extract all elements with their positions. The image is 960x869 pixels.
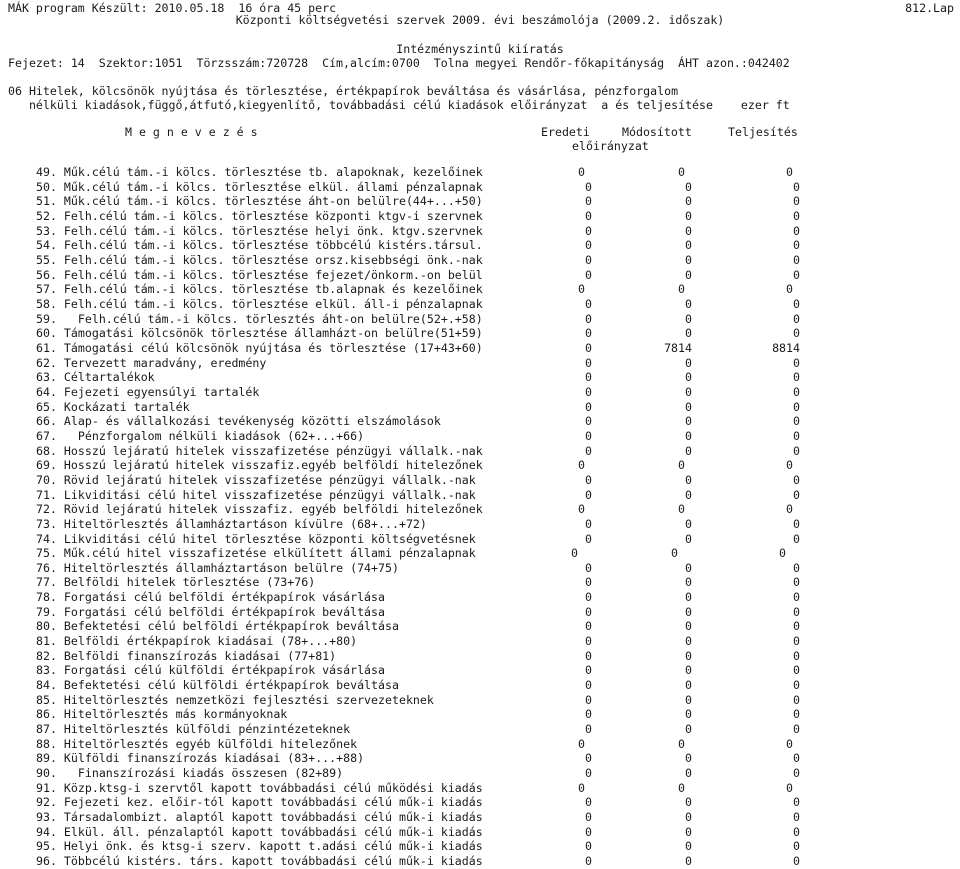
value-modified: 0 <box>685 428 692 443</box>
value-modified: 0 <box>685 414 692 429</box>
row-label: 57. Felh.célú tám.-i kölcs. törlesztése tb.alapnak és kezelőinek <box>36 282 483 297</box>
value-actual: 0 <box>793 707 800 722</box>
row-label: 64. Fejezeti egyensúlyi tartalék <box>36 384 260 399</box>
table-row <box>0 634 960 649</box>
value-original: 0 <box>585 854 592 869</box>
value-original: 0 <box>585 267 592 282</box>
table-row <box>0 707 960 722</box>
institution-info: Fejezet: 14 Szektor:1051 Törzsszám:720728 Cím,alcím:0700 Tolna megyei Rendőr-főkapitányság ÁHT azon.:042402 <box>8 56 790 70</box>
value-original: 0 <box>585 751 592 766</box>
value-actual: 0 <box>793 575 800 590</box>
table-row <box>0 165 960 180</box>
value-actual: 0 <box>793 179 800 194</box>
table-row <box>0 795 960 810</box>
table-row <box>0 458 960 473</box>
row-label: 91. Közp.ktsg-i szervtől kapott továbbadási célú működési kiadás <box>36 780 483 795</box>
value-actual: 0 <box>793 795 800 810</box>
value-original: 0 <box>585 355 592 370</box>
value-original: 0 <box>585 590 592 605</box>
table-row <box>0 546 960 561</box>
table-row <box>0 751 960 766</box>
table-row <box>0 209 960 224</box>
value-original: 0 <box>585 472 592 487</box>
row-label: 65. Kockázati tartalék <box>36 399 190 414</box>
value-actual: 0 <box>793 443 800 458</box>
value-actual: 0 <box>793 428 800 443</box>
value-modified: 0 <box>685 326 692 341</box>
value-original: 0 <box>585 296 592 311</box>
value-actual: 0 <box>786 458 793 473</box>
value-actual: 0 <box>793 194 800 209</box>
value-original: 0 <box>585 678 592 693</box>
table-row <box>0 385 960 400</box>
value-original: 0 <box>578 282 585 297</box>
value-original: 0 <box>585 252 592 267</box>
column-header-original-line2: előirányzat <box>572 139 649 153</box>
row-label: 89. Külföldi finanszírozás kiadásai (83+...+88) <box>36 751 365 766</box>
row-label: 73. Hiteltörlesztés államháztartáson kívülre (68+...+72) <box>36 516 427 531</box>
value-original: 0 <box>585 238 592 253</box>
table-row <box>0 473 960 488</box>
value-modified: 0 <box>678 282 685 297</box>
value-original: 0 <box>585 619 592 634</box>
value-original: 0 <box>585 707 592 722</box>
table-row <box>0 839 960 854</box>
row-label: 58. Felh.célú tám.-i kölcs. törlesztése elkül. áll-i pénzalapnak <box>36 296 483 311</box>
table-row <box>0 517 960 532</box>
row-label: 88. Hiteltörlesztés egyéb külföldi hitelezőnek <box>36 736 358 751</box>
table-row <box>0 194 960 209</box>
value-modified: 7814 <box>664 340 692 355</box>
value-original: 0 <box>585 634 592 649</box>
value-actual: 0 <box>793 854 800 869</box>
value-modified: 0 <box>685 634 692 649</box>
value-modified: 0 <box>678 502 685 517</box>
value-modified: 0 <box>671 546 678 561</box>
row-label: 75. Műk.célú hitel visszafizetése elkülített állami pénzalapnak <box>36 546 476 561</box>
value-actual: 0 <box>793 208 800 223</box>
value-actual: 0 <box>793 678 800 693</box>
row-label: 56. Felh.célú tám.-i kölcs. törlesztése fejezet/önkorm.-on belül <box>36 267 483 282</box>
value-original: 0 <box>585 692 592 707</box>
table-row <box>0 810 960 825</box>
row-label: 84. Befektetési célú külföldi értékpapírok beváltása <box>36 678 399 693</box>
table-row <box>0 488 960 503</box>
table-row <box>0 590 960 605</box>
value-modified: 0 <box>685 384 692 399</box>
row-label: 74. Likviditási célú hitel törlesztése központi költségvetésnek <box>36 531 476 546</box>
table-row <box>0 532 960 547</box>
value-modified: 0 <box>678 780 685 795</box>
value-actual: 0 <box>786 282 793 297</box>
table-row <box>0 444 960 459</box>
value-modified: 0 <box>685 766 692 781</box>
value-actual: 0 <box>793 766 800 781</box>
value-original: 0 <box>585 208 592 223</box>
value-original: 0 <box>585 223 592 238</box>
value-actual: 0 <box>793 311 800 326</box>
value-actual: 0 <box>793 604 800 619</box>
row-label: 82. Belföldi finanszírozás kiadásai (77+81) <box>36 648 337 663</box>
value-actual: 0 <box>786 736 793 751</box>
table-row <box>0 678 960 693</box>
value-actual: 0 <box>793 824 800 839</box>
value-modified: 0 <box>685 824 692 839</box>
table-row <box>0 605 960 620</box>
value-modified: 0 <box>685 854 692 869</box>
value-modified: 0 <box>685 575 692 590</box>
value-original: 0 <box>585 663 592 678</box>
value-actual: 0 <box>793 296 800 311</box>
table-row <box>0 429 960 444</box>
value-original: 0 <box>585 722 592 737</box>
value-modified: 0 <box>685 311 692 326</box>
value-original: 0 <box>585 428 592 443</box>
value-original: 0 <box>585 487 592 502</box>
value-modified: 0 <box>685 443 692 458</box>
row-label: 62. Tervezett maradvány, eredmény <box>36 355 267 370</box>
table-row <box>0 781 960 796</box>
table-row <box>0 253 960 268</box>
value-actual: 0 <box>793 370 800 385</box>
value-modified: 0 <box>685 223 692 238</box>
value-modified: 0 <box>678 165 685 179</box>
value-original: 0 <box>578 458 585 473</box>
value-original: 0 <box>585 179 592 194</box>
value-actual: 0 <box>793 267 800 282</box>
value-modified: 0 <box>685 795 692 810</box>
row-label: 63. Céltartalékok <box>36 370 155 385</box>
value-original: 0 <box>585 414 592 429</box>
value-original: 0 <box>585 340 592 355</box>
value-actual: 0 <box>793 751 800 766</box>
value-modified: 0 <box>685 472 692 487</box>
table-row <box>0 502 960 517</box>
value-original: 0 <box>585 648 592 663</box>
value-actual: 0 <box>793 648 800 663</box>
table-row <box>0 663 960 678</box>
value-actual: 0 <box>793 384 800 399</box>
value-modified: 0 <box>685 663 692 678</box>
row-label: 92. Fejezeti kez. előir-tól kapott továbbadási célú műk-i kiadás <box>36 795 483 810</box>
value-actual: 0 <box>793 326 800 341</box>
row-label: 87. Hiteltörlesztés külföldi pénzintézeteknek <box>36 722 351 737</box>
value-original: 0 <box>578 780 585 795</box>
value-original: 0 <box>585 839 592 854</box>
table-row <box>0 722 960 737</box>
value-actual: 0 <box>793 223 800 238</box>
value-modified: 0 <box>685 590 692 605</box>
row-label: 53. Felh.célú tám.-i kölcs. törlesztése helyi önk. ktgv.szervnek <box>36 223 483 238</box>
row-label: 60. Támogatási kölcsönök törlesztése államházt-on belülre(51+59) <box>36 326 483 341</box>
value-modified: 0 <box>685 604 692 619</box>
value-modified: 0 <box>685 722 692 737</box>
value-actual: 0 <box>793 516 800 531</box>
row-label: 79. Forgatási célú belföldi értékpapírok beváltása <box>36 604 386 619</box>
report-subtitle: Intézményszintű kiíratás <box>396 42 564 56</box>
row-label: 72. Rövid lejáratú hitelek visszafiz. egyéb belföldi hitelezőnek <box>36 502 483 517</box>
value-modified: 0 <box>685 839 692 854</box>
value-actual: 0 <box>786 165 793 179</box>
table-row <box>0 766 960 781</box>
row-label: 80. Befektetési célú belföldi értékpapírok beváltása <box>36 619 399 634</box>
value-original: 0 <box>585 824 592 839</box>
value-modified: 0 <box>685 619 692 634</box>
value-original: 0 <box>585 370 592 385</box>
value-actual: 0 <box>793 238 800 253</box>
value-modified: 0 <box>678 736 685 751</box>
value-actual: 0 <box>793 839 800 854</box>
row-label: 96. Többcélú kistérs. társ. kapott továbbadási célú műk-i kiadás <box>36 854 483 869</box>
value-modified: 0 <box>685 810 692 825</box>
column-header-name: M e g n e v e z é s <box>125 125 258 139</box>
row-label: 95. Helyi önk. és ktsg-i szerv. kapott t.adási célú műk-i kiadás <box>36 839 483 854</box>
value-actual: 0 <box>793 560 800 575</box>
value-modified: 0 <box>685 516 692 531</box>
row-label: 86. Hiteltörlesztés más kormányoknak <box>36 707 288 722</box>
page-number: 812.Lap <box>905 1 954 15</box>
value-actual: 0 <box>793 810 800 825</box>
value-modified: 0 <box>685 399 692 414</box>
value-modified: 0 <box>685 751 692 766</box>
row-label: 81. Belföldi értékpapírok kiadásai (78+...+80) <box>36 634 358 649</box>
row-label: 68. Hosszú lejáratú hitelek visszafizetése pénzügyi vállalk.-nak <box>36 443 483 458</box>
value-modified: 0 <box>685 648 692 663</box>
column-header-modified: Módosított <box>622 125 692 139</box>
row-label: 93. Társadalombizt. alaptól kapott továbbadási célú műk-i kiadás <box>36 810 483 825</box>
value-modified: 0 <box>685 692 692 707</box>
value-original: 0 <box>585 443 592 458</box>
value-modified: 0 <box>685 560 692 575</box>
table-row <box>0 561 960 576</box>
column-header-actual: Teljesítés <box>728 125 798 139</box>
value-modified: 0 <box>685 208 692 223</box>
value-actual: 0 <box>786 780 793 795</box>
value-original: 0 <box>578 502 585 517</box>
table-row <box>0 825 960 840</box>
value-original: 0 <box>571 546 578 561</box>
value-original: 0 <box>585 604 592 619</box>
value-actual: 0 <box>793 590 800 605</box>
value-modified: 0 <box>685 707 692 722</box>
value-actual: 0 <box>793 634 800 649</box>
value-actual: 0 <box>779 546 786 561</box>
table-row <box>0 619 960 634</box>
row-label: 51. Műk.célú tám.-i kölcs. törlesztése áht-on belülre(44+...+50) <box>36 194 483 209</box>
row-label: 55. Felh.célú tám.-i kölcs. törlesztése orsz.kisebbségi önk.-nak <box>36 252 483 267</box>
value-actual: 0 <box>793 399 800 414</box>
value-actual: 0 <box>786 502 793 517</box>
table-row <box>0 297 960 312</box>
value-actual: 0 <box>793 663 800 678</box>
section-title-line2: nélküli kiadások,függő,átfutó,kiegyenlítő, továbbadási célú kiadások előirányzat a és teljesítése ezer ft <box>8 98 790 112</box>
value-original: 0 <box>585 531 592 546</box>
row-label: 70. Rövid lejáratú hitelek visszafizetése pénzügyi vállalk.-nak <box>36 472 476 487</box>
value-actual: 0 <box>793 472 800 487</box>
table-row <box>0 312 960 327</box>
row-label: 85. Hiteltörlesztés nemzetközi fejlesztési szervezeteknek <box>36 692 434 707</box>
row-label: 67. Pénzforgalom nélküli kiadások (62+...+66) <box>36 428 365 443</box>
table-row <box>0 400 960 415</box>
table-row <box>0 693 960 708</box>
row-label: 49. Műk.célú tám.-i kölcs. törlesztése tb. alapoknak, kezelőinek <box>36 165 483 179</box>
row-label: 54. Felh.célú tám.-i kölcs. törlesztése többcélú kistérs.társul. <box>36 238 483 253</box>
value-actual: 0 <box>793 619 800 634</box>
table-row <box>0 414 960 429</box>
row-label: 59. Felh.célú tám.-i kölcs. törlesztés áht-on belülre(52+.+58) <box>36 311 483 326</box>
table-row <box>0 341 960 356</box>
row-label: 83. Forgatási célú külföldi értékpapírok vásárlása <box>36 663 386 678</box>
row-label: 66. Alap- és vállalkozási tevékenység közötti elszámolások <box>36 414 441 429</box>
value-modified: 0 <box>685 194 692 209</box>
value-original: 0 <box>585 766 592 781</box>
value-original: 0 <box>585 575 592 590</box>
row-label: 69. Hosszú lejáratú hitelek visszafiz.egyéb belföldi hitelezőnek <box>36 458 483 473</box>
table-row <box>0 356 960 371</box>
value-modified: 0 <box>685 531 692 546</box>
section-title-line1: 06 Hitelek, kölcsönök nyújtása és törlesztése, értékpapírok beváltása és vásárlása, pénzforgalom <box>8 84 679 98</box>
row-label: 90. Finanszírozási kiadás összesen (82+89) <box>36 766 344 781</box>
value-modified: 0 <box>685 267 692 282</box>
row-label: 71. Likviditási célú hitel visszafizetése pénzügyi vállalk.-nak <box>36 487 476 502</box>
value-modified: 0 <box>685 252 692 267</box>
value-original: 0 <box>585 516 592 531</box>
row-label: 78. Forgatási célú belföldi értékpapírok vásárlása <box>36 590 386 605</box>
value-actual: 0 <box>793 355 800 370</box>
value-modified: 0 <box>678 458 685 473</box>
value-original: 0 <box>585 311 592 326</box>
value-original: 0 <box>585 399 592 414</box>
value-original: 0 <box>585 560 592 575</box>
value-actual: 0 <box>793 414 800 429</box>
row-label: 77. Belföldi hitelek törlesztése (73+76) <box>36 575 316 590</box>
table-row <box>0 575 960 590</box>
value-modified: 0 <box>685 678 692 693</box>
value-actual: 0 <box>793 722 800 737</box>
value-actual: 8814 <box>772 340 800 355</box>
value-original: 0 <box>585 326 592 341</box>
row-label: 76. Hiteltörlesztés államháztartáson belülre (74+75) <box>36 560 399 575</box>
value-original: 0 <box>585 795 592 810</box>
value-actual: 0 <box>793 531 800 546</box>
report-header-left: MÁK program Készült: 2010.05.18 16 óra 45 perc <box>8 1 337 15</box>
table-row <box>0 238 960 253</box>
value-actual: 0 <box>793 487 800 502</box>
value-actual: 0 <box>793 692 800 707</box>
value-modified: 0 <box>685 487 692 502</box>
column-header-original: Eredeti <box>541 125 590 139</box>
value-original: 0 <box>578 165 585 179</box>
value-modified: 0 <box>685 238 692 253</box>
row-label: 52. Felh.célú tám.-i kölcs. törlesztése központi ktgv-i szervnek <box>36 208 483 223</box>
value-modified: 0 <box>685 179 692 194</box>
value-modified: 0 <box>685 355 692 370</box>
table-row <box>0 224 960 239</box>
value-modified: 0 <box>685 296 692 311</box>
value-original: 0 <box>585 810 592 825</box>
table-row <box>0 268 960 283</box>
value-modified: 0 <box>685 370 692 385</box>
report-title: Központi költségvetési szervek 2009. évi beszámolója (2009.2. időszak) <box>235 13 725 27</box>
value-original: 0 <box>585 194 592 209</box>
table-row <box>0 180 960 195</box>
value-original: 0 <box>578 736 585 751</box>
value-original: 0 <box>585 384 592 399</box>
value-actual: 0 <box>793 252 800 267</box>
table-row <box>0 737 960 752</box>
row-label: 50. Műk.célú tám.-i kölcs. törlesztése elkül. állami pénzalapnak <box>36 179 483 194</box>
table-row <box>0 649 960 664</box>
row-label: 94. Elkül. áll. pénzalaptól kapott továbbadási célú műk-i kiadás <box>36 824 483 839</box>
table-row <box>0 370 960 385</box>
table-row <box>0 326 960 341</box>
table-row <box>0 854 960 869</box>
table-row <box>0 282 960 297</box>
row-label: 61. Támogatási célú kölcsönök nyújtása és törlesztése (17+43+60) <box>36 340 483 355</box>
